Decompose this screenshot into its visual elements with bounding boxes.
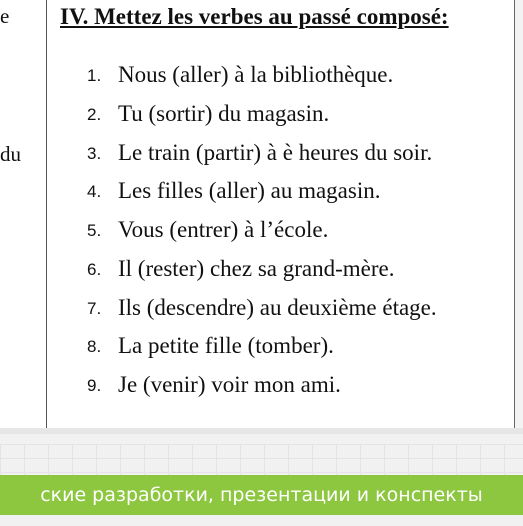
left-column-fragment: du	[0, 142, 21, 166]
item-text: Il (rester) chez sa grand-mère.	[118, 255, 395, 281]
item-number: 5.	[87, 221, 102, 240]
left-column-fragment: e	[0, 4, 10, 28]
item-number: 6.	[87, 259, 102, 279]
list-item	[87, 372, 437, 411]
item-text: Nous (aller) à la bibliothèque.	[118, 62, 394, 87]
banner-text[interactable]: ские разработки, презентации и конспекты	[40, 484, 483, 506]
list-item	[87, 178, 437, 217]
item-text: Le train (partir) à è heures du soir.	[118, 139, 433, 165]
item-text: Je (venir) voir mon ami.	[118, 372, 341, 397]
list-item	[87, 217, 437, 256]
item-number: 2.	[87, 104, 102, 124]
exercise-title: IV. Mettez les verbes au passé composé:	[60, 4, 449, 29]
list-item	[87, 101, 437, 140]
right-margin	[515, 0, 523, 428]
item-number: 8.	[87, 337, 102, 357]
item-text: Ils (descendre) au deuxième étage.	[118, 294, 437, 320]
list-item	[87, 62, 437, 101]
item-text: Tu (sortir) du magasin.	[118, 100, 330, 126]
footer-band	[0, 428, 523, 526]
item-number: 1.	[87, 66, 102, 85]
column-divider-left	[46, 0, 47, 428]
list-item	[87, 333, 437, 372]
site-banner[interactable]	[0, 475, 523, 515]
item-text: Les filles (aller) au magasin.	[118, 178, 381, 204]
item-number: 3.	[87, 143, 102, 163]
item-number: 4.	[87, 182, 102, 202]
list-item	[87, 295, 437, 334]
item-number: 9.	[87, 376, 102, 395]
exercise-list	[87, 62, 437, 411]
item-text: Vous (entrer) à l’école.	[118, 217, 329, 242]
item-text: La petite fille (tomber).	[118, 333, 334, 359]
footer-divider	[0, 428, 523, 434]
item-number: 7.	[87, 298, 102, 318]
list-item	[87, 140, 437, 179]
list-item	[87, 256, 437, 295]
